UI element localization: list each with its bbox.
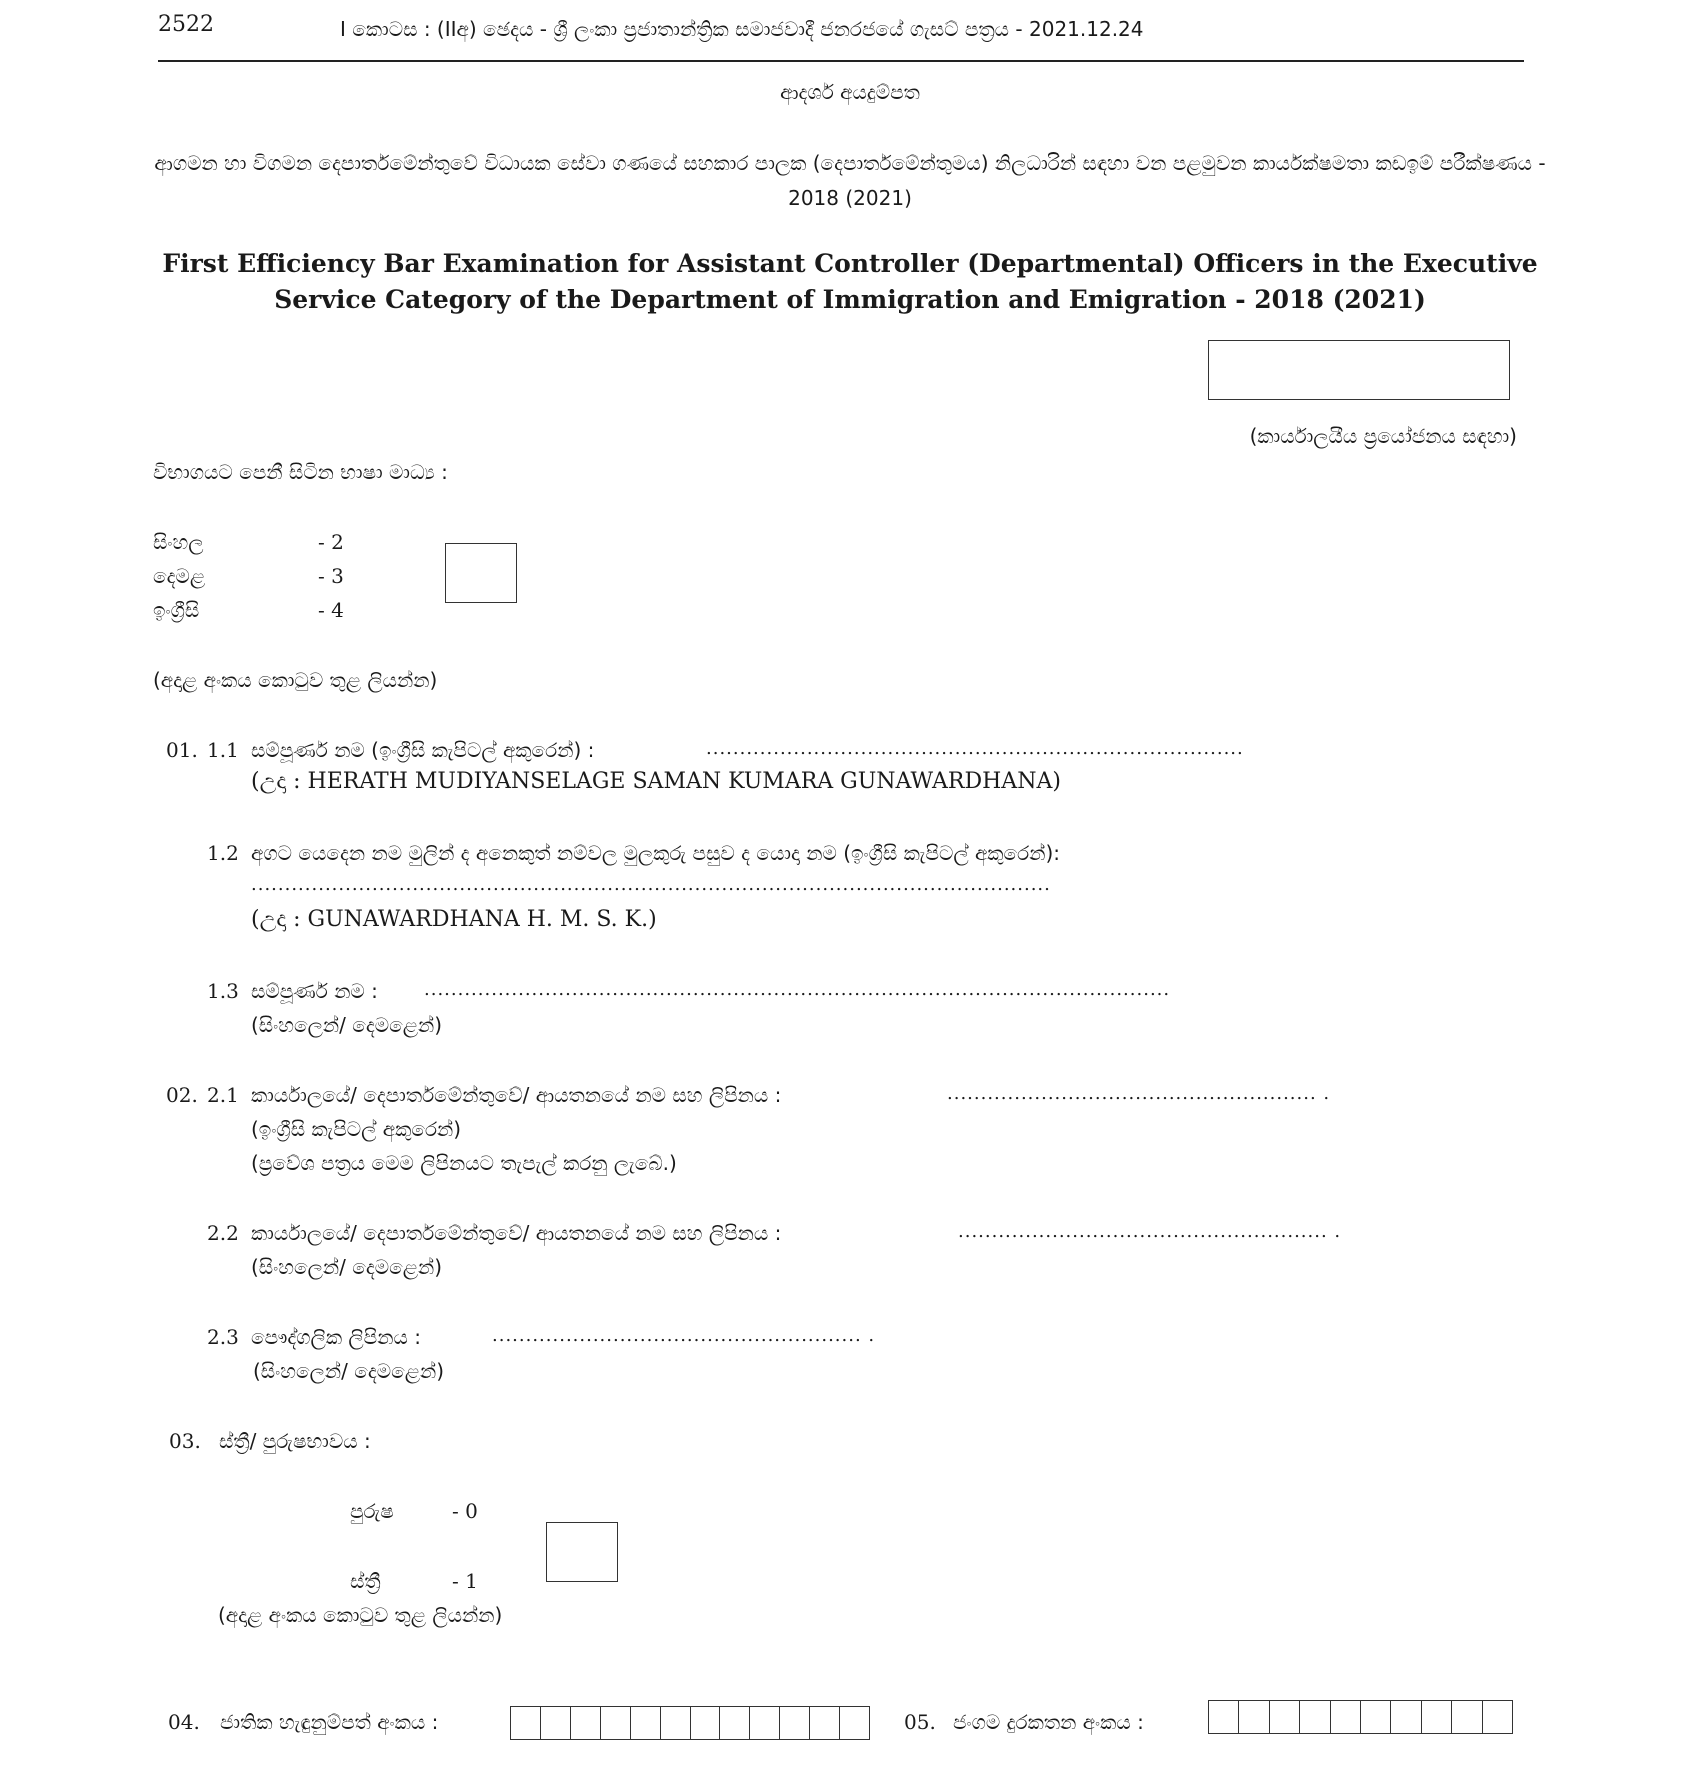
language-code-english: - 4 — [318, 598, 344, 622]
q3-note: (අදාළ අංකය කොටුව තුළ ලියන්න) — [218, 1603, 503, 1627]
q3-label: ස්ත්‍රී/ පුරුෂභාවය : — [219, 1429, 371, 1453]
language-code-box[interactable] — [445, 543, 517, 603]
q5-number: 05. — [904, 1710, 936, 1734]
language-code-tamil: - 3 — [318, 564, 344, 588]
nic-number-cells[interactable] — [510, 1706, 870, 1740]
q1-number: 01. — [166, 738, 198, 762]
q3-male-code: - 0 — [452, 1499, 478, 1523]
q3-number: 03. — [169, 1429, 201, 1453]
q1-2-example: (උදා : GUNAWARDHANA H. M. S. K.) — [251, 907, 657, 932]
language-code-sinhala: - 2 — [318, 530, 344, 554]
q2-3-label: පෞද්ගලික ලිපිනය : — [251, 1325, 421, 1349]
office-use-label: (කාර්යාලයීය ප්‍රයෝජනය සඳහා) — [1249, 424, 1517, 448]
q1-1-label: සම්පූර්ණ නම (ඉංග්‍රීසි කැපිටල් අකුරෙන්) : — [251, 738, 595, 762]
gazette-header: I කොටස : (IIඅ) ඡෙදය - ශ්‍රී ලංකා ප්‍රජාතාන්ත්‍රික සමාජවාදී ජනරජයේ ගැසට් පත්‍රය - 2021.12.24 — [340, 17, 1144, 41]
mobile-number-cells[interactable] — [1208, 1700, 1513, 1734]
q2-3-input-line[interactable]: ....................................................... . — [492, 1325, 876, 1346]
q3-female-code: - 1 — [452, 1569, 478, 1593]
q3-male-label: පුරුෂ — [350, 1499, 394, 1523]
q1-3-number: 1.3 — [207, 979, 239, 1003]
q2-2-number: 2.2 — [207, 1221, 239, 1245]
q1-2-label: අගට යෙදෙන නම මුලින් ද අනෙකුත් නම්වල මුලකුරු පසුව ද යොදා නම (ඉංග්‍රීසි කැපිටල් අකුරෙන්): — [251, 841, 1061, 865]
q2-2-input-line[interactable]: ....................................................... . — [958, 1221, 1342, 1242]
english-exam-title: First Efficiency Bar Examination for Assistant Controller (Departmental) Officers in the Executive Service Category of the Department of Immigration and Emigration - 2018 (2021) — [162, 249, 1538, 314]
q1-3-input-line[interactable]: ............................................................................................................... — [424, 979, 1171, 1000]
model-application-title: ආදර්ශ අයදුම්පත — [780, 80, 920, 104]
q2-1-input-line[interactable]: ....................................................... . — [947, 1083, 1331, 1104]
q1-3-label: සම්පූර්ණ නම : — [251, 979, 378, 1003]
q2-1-note-english: (ඉංග්‍රීසි කැපිටල් අකුරෙන්) — [251, 1117, 462, 1141]
language-label: විභාගයට පෙනී සිටින භාෂා මාධ්‍ය : — [153, 460, 448, 484]
language-option-english: ඉංග්‍රීසි — [153, 598, 200, 622]
q1-1-example: (උදා : HERATH MUDIYANSELAGE SAMAN KUMARA GUNAWARDHANA) — [251, 769, 1061, 794]
q4-label: ජාතික හැඳුනුම්පත් අංකය : — [220, 1710, 439, 1734]
q1-2-input-line[interactable]: ....................................................................................................................... — [251, 874, 1051, 895]
language-option-sinhala: සිංහල — [153, 530, 204, 554]
q5-label: ජංගම දුරකතන අංකය : — [953, 1710, 1144, 1734]
q2-2-label: කාර්යාලයේ/ දෙපාර්තමේන්තුවේ/ ආයතනයේ නම සහ ලිපිනය : — [251, 1221, 782, 1245]
q3-female-label: ස්ත්‍රී — [350, 1569, 381, 1593]
office-use-box[interactable] — [1208, 340, 1510, 400]
header-rule — [158, 60, 1524, 62]
gender-code-box[interactable] — [546, 1522, 618, 1582]
q1-1-input-line[interactable]: ................................................................................ — [706, 738, 1244, 759]
q2-3-number: 2.3 — [207, 1325, 239, 1349]
sinhala-exam-title: ආගමන හා විගමන දෙපාර්තමේන්තුවේ විධායක සේවා ගණයේ සහකාර පාලක (දෙපාර්තමේන්තුමය) නිලධාරින් සඳහා වන පළමුවන කාර්යක්ෂමතා කඩඉම් පරීක්ෂණය - 2018 (2021) — [154, 151, 1546, 210]
page-number: 2522 — [158, 12, 214, 37]
q2-1-note-admission: (ප්‍රවේශ පත්‍රය මෙම ලිපිනයට තැපැල් කරනු ලැබේ.) — [251, 1151, 677, 1175]
language-note: (අදාළ අංකය කොටුව තුළ ලියන්න) — [153, 668, 438, 692]
q4-number: 04. — [168, 1710, 200, 1734]
q1-1-number: 1.1 — [207, 738, 239, 762]
language-option-tamil: දෙමළ — [153, 564, 206, 588]
q2-1-label: කාර්යාලයේ/ දෙපාර්තමේන්තුවේ/ ආයතනයේ නම සහ ලිපිනය : — [251, 1083, 782, 1107]
q2-3-note: (සිංහලෙන්/ දෙමළෙන්) — [253, 1359, 445, 1383]
q2-2-note: (සිංහලෙන්/ දෙමළෙන්) — [251, 1255, 443, 1279]
q1-3-note: (සිංහලෙන්/ දෙමළෙන්) — [251, 1013, 443, 1037]
q2-1-number: 2.1 — [207, 1083, 239, 1107]
q2-number: 02. — [166, 1083, 198, 1107]
q1-2-number: 1.2 — [207, 841, 239, 865]
